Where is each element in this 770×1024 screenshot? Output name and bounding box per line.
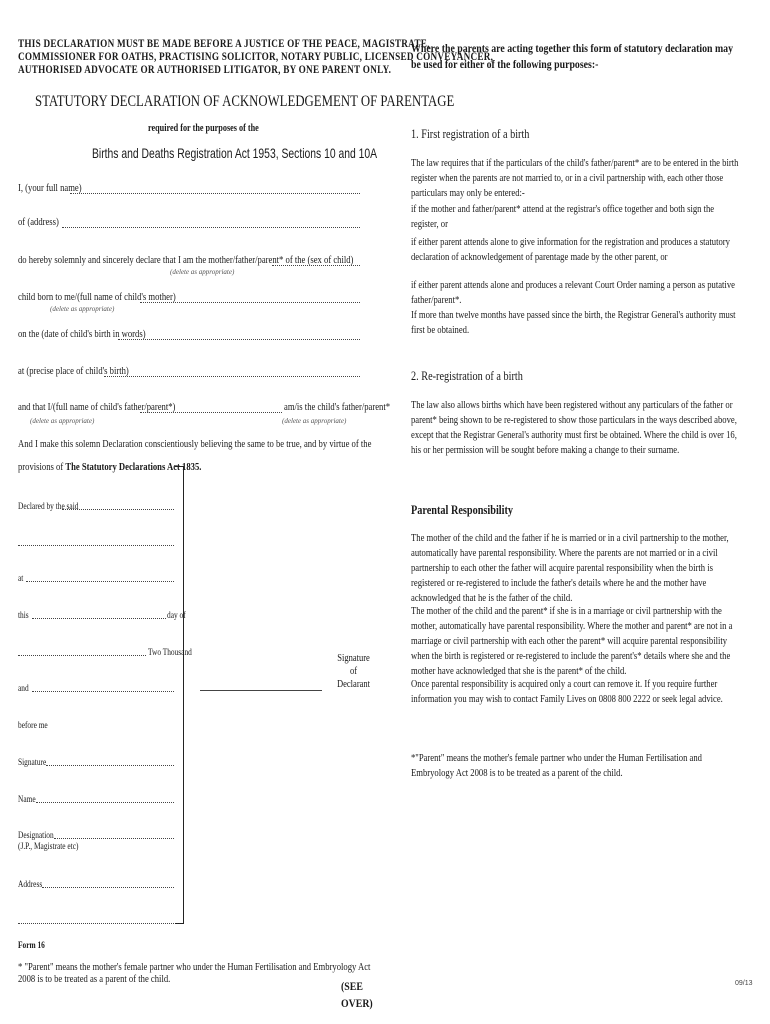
- provisions-text: [18, 462, 201, 473]
- day-field[interactable]: [32, 618, 166, 619]
- section-1-para-2: if the mother and father/parent* attend at the registrar's office together and both sign the register, or: [411, 204, 715, 230]
- section-1-para-5: If more than twelve months have passed since the birth, the Registrar General's authority must first be obtained.: [411, 310, 736, 336]
- section-1-para-1: The law requires that if the particulars of the child's father/parent* are to be entered in the birth register when the parents are not married to, or in a civil partnership with, each other those particulars may only be entered:-: [411, 158, 739, 199]
- child-born-label: child born to me/(full name of child's mother): [18, 292, 176, 303]
- father-label: and that I/(full name of child's father/parent*): [18, 402, 176, 413]
- this-label: this: [18, 610, 29, 620]
- sex-field[interactable]: [272, 265, 360, 266]
- full-name-field[interactable]: [70, 193, 360, 194]
- act-title: Births and Deaths Registration Act 1953, Sections 10 and 10A: [92, 145, 378, 161]
- address-field[interactable]: [62, 227, 360, 228]
- section-2-para-1: The law also allows births which have been registered without any particulars of the father or parent* being shown to be re-registered to show those particulars in the ways described above, except that the Registrar General's authority must first be obtained. Where the child is over 16, his or her permission will be sought before making a change to their surname.: [411, 400, 737, 456]
- day-of-label: day of: [167, 610, 186, 620]
- required-for: required for the purposes of the: [148, 123, 259, 134]
- section-1-para-3: if either parent attends alone to give information for the registration and produces a statutory declaration of acknowledgement of parentage made by the other parent, or: [411, 237, 730, 263]
- mother-name-field[interactable]: [140, 302, 360, 303]
- warning-line-2: COMMISSIONER FOR OATHS, PRACTISING SOLICITOR, NOTARY PUBLIC, LICENSED CONVEYANCER,: [18, 51, 494, 63]
- declare-note: (delete as appropriate): [170, 268, 235, 276]
- declared-by-field-2[interactable]: [18, 545, 174, 546]
- dob-label: on the (date of child's birth in words): [18, 329, 146, 340]
- designation-label: Designation: [18, 830, 54, 840]
- child-born-note: (delete as appropriate): [50, 305, 115, 313]
- witness-address-label: Address: [18, 879, 43, 889]
- witness-name-label: Name: [18, 794, 36, 804]
- see-over-line-2: OVER): [341, 996, 373, 1010]
- two-thousand-label: Two Thousand: [148, 647, 192, 657]
- and-label: and: [18, 683, 29, 693]
- sig-word-3: Declarant: [337, 679, 371, 690]
- pr-para-1: The mother of the child and the father if he is married or in a civil partnership to the mother, automatically have parental responsibility. Where the parents are not married or in a civil partnership to each other the father will acquire parental responsibility when the birth is registered or re-registered to include the father's details where he and the mother have acknowledged that he is the father of the child.: [411, 533, 729, 604]
- right-intro: Where the parents are acting together this form of statutory declaration may be used for either of the following purposes:-: [411, 41, 734, 71]
- signature-of-declarant: [337, 652, 370, 691]
- footnote-left: * "Parent" means the mother's female partner who under the Human Fertilisation and Embryology Act 2008 is to be treated as a parent of the child.: [18, 962, 371, 985]
- father-note-1: (delete as appropriate): [30, 417, 95, 425]
- sig-word-1: Signature: [337, 653, 370, 664]
- witness-address-field-2[interactable]: [18, 923, 174, 924]
- dob-field[interactable]: [118, 339, 360, 340]
- section-1-title: 1. First registration of a birth: [411, 127, 530, 141]
- conscientious-text: And I make this solemn Declaration conscientiously believing the same to be true, and by virtue of the: [18, 439, 372, 450]
- declaration-bracket: [175, 466, 184, 924]
- pr-para-2: The mother of the child and the parent* if she is in a marriage or civil partnership with the mother, automatically have parental responsibility. Where the mother and parent* are not in a marriage or civil partnership with each other the parent* will acquire parental responsibility when the birth is registered or re-registered to include the parent's* details where she and the mother have acknowledged that she is the parent* of the child.: [411, 606, 733, 677]
- before-me-label: before me: [18, 720, 48, 730]
- right-footnote: *"Parent" means the mother's female partner who under the Human Fertilisation and Embryology Act 2008 is to be treated as a parent of the child.: [411, 753, 702, 779]
- witness-name-field[interactable]: [36, 802, 174, 803]
- sig-word-2: of: [349, 666, 358, 677]
- place-field[interactable]: [104, 376, 360, 377]
- parental-responsibility-title: Parental Responsibility: [411, 503, 514, 517]
- form-number: Form 16: [18, 940, 45, 950]
- year-field[interactable]: [32, 691, 174, 692]
- page-title: STATUTORY DECLARATION OF ACKNOWLEDGEMENT OF PARENTAGE: [35, 93, 455, 110]
- witness-address-field[interactable]: [42, 887, 174, 888]
- section-2-title: 2. Re-registration of a birth: [411, 369, 523, 383]
- section-1-para-4: if either parent attends alone and produces a relevant Court Order naming a person as putative father/parent*.: [411, 280, 735, 306]
- address-label: of (address): [18, 217, 59, 228]
- witness-signature-field[interactable]: [46, 765, 174, 766]
- page-code: 09/13: [735, 980, 753, 987]
- signature-line[interactable]: [200, 690, 322, 691]
- provisions-act: The Statutory Declarations Act 1835.: [65, 462, 202, 473]
- full-name-label: I, (your full name): [18, 183, 82, 194]
- father-name-field[interactable]: [140, 412, 282, 413]
- declare-label: do hereby solemnly and sincerely declare that I am the mother/father/parent* of the (sex of child): [18, 255, 354, 266]
- pr-para-3: Once parental responsibility is acquired only a court can remove it. If you require further information you may wish to contact Family Lives on 0808 800 2222 or seek legal advice.: [411, 679, 723, 705]
- witness-signature-label: Signature: [18, 757, 47, 767]
- warning-line-1: THIS DECLARATION MUST BE MADE BEFORE A JUSTICE OF THE PEACE, MAGISTRATE,: [18, 38, 430, 50]
- father-note-2: (delete as appropriate): [282, 417, 347, 425]
- warning-line-3: AUTHORISED ADVOCATE OR AUTHORISED LITIGATOR, BY ONE PARENT ONLY.: [18, 64, 392, 76]
- month-field[interactable]: [18, 655, 146, 656]
- designation-note: (J.P., Magistrate etc): [18, 841, 79, 851]
- declared-by-label: Declared by the said: [18, 501, 79, 511]
- declared-by-field[interactable]: [62, 509, 174, 510]
- designation-field[interactable]: [54, 838, 174, 839]
- father-end-label: am/is the child's father/parent*: [284, 402, 391, 413]
- at-label: at: [18, 573, 24, 583]
- place-label: at (precise place of child's birth): [18, 366, 129, 377]
- provisions-prefix: provisions of: [18, 462, 66, 473]
- see-over-line-1: (SEE: [341, 979, 363, 993]
- at-field[interactable]: [26, 581, 174, 582]
- see-over: [341, 978, 373, 1012]
